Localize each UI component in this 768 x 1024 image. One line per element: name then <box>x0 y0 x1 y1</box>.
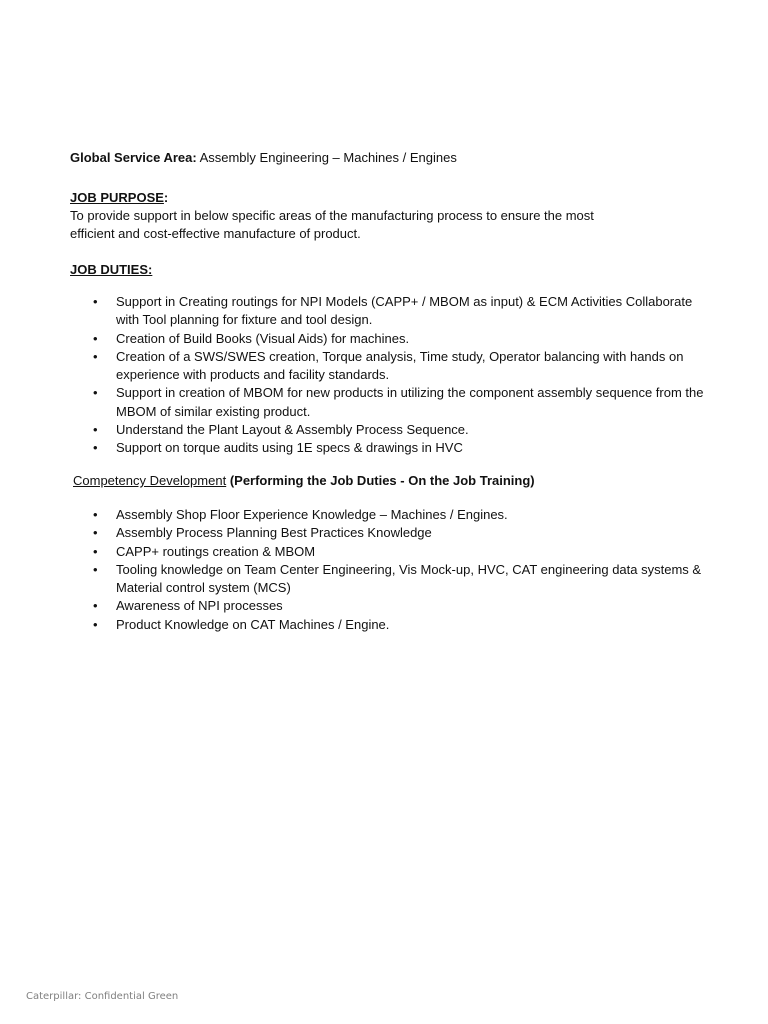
list-item: • Support in Creating routings for NPI Models (CAPP+ / MBOM as input) & ECM Activities Collaborate with Tool planning for fixture and tool design. <box>0 293 716 330</box>
competency-list <box>0 506 768 634</box>
confidentiality-footer: Caterpillar: Confidential Green <box>26 991 179 1002</box>
list-item: • Creation of Build Books (Visual Aids) for machines. <box>0 330 716 348</box>
competency-development-heading <box>73 472 535 490</box>
list-item: • CAPP+ routings creation & MBOM <box>0 543 716 561</box>
job-purpose-colon: : <box>163 190 169 205</box>
list-item: • Awareness of NPI processes <box>0 597 716 615</box>
job-purpose-title: JOB PURPOSE <box>70 190 164 205</box>
list-item: • Assembly Process Planning Best Practices Knowledge <box>0 524 716 542</box>
list-item: • Creation of a SWS/SWES creation, Torque analysis, Time study, Operator balancing with hands on experience with products and facility standards. <box>0 348 716 385</box>
list-item: • Support in creation of MBOM for new products in utilizing the component assembly sequence from the MBOM of similar existing product. <box>0 384 716 421</box>
global-service-area-value: Assembly Engineering – Machines / Engines <box>196 150 457 165</box>
list-item: • Support on torque audits using 1E specs & drawings in HVC <box>0 439 716 457</box>
job-duties-list <box>0 293 768 458</box>
job-duties-heading <box>70 261 152 279</box>
job-purpose-text-line-1: To provide support in below specific areas of the manufacturing process to ensure the most <box>70 208 594 223</box>
list-item: • Understand the Plant Layout & Assembly Process Sequence. <box>0 421 716 439</box>
competency-development-subtitle: (Performing the Job Duties - On the Job Training) <box>226 473 535 488</box>
competency-development-title: Competency Development <box>73 473 227 488</box>
global-service-area-line <box>70 149 457 167</box>
list-item: • Tooling knowledge on Team Center Engineering, Vis Mock-up, HVC, CAT engineering data systems & Material control system (MCS) <box>0 561 716 598</box>
job-purpose-text-line-2: efficient and cost-effective manufacture of product. <box>70 226 361 241</box>
job-duties-title: JOB DUTIES: <box>70 262 153 277</box>
global-service-area-label: Global Service Area: <box>70 150 197 165</box>
job-purpose-heading <box>70 189 168 207</box>
list-item: • Product Knowledge on CAT Machines / Engine. <box>0 616 716 634</box>
list-item: • Assembly Shop Floor Experience Knowledge – Machines / Engines. <box>0 506 716 524</box>
